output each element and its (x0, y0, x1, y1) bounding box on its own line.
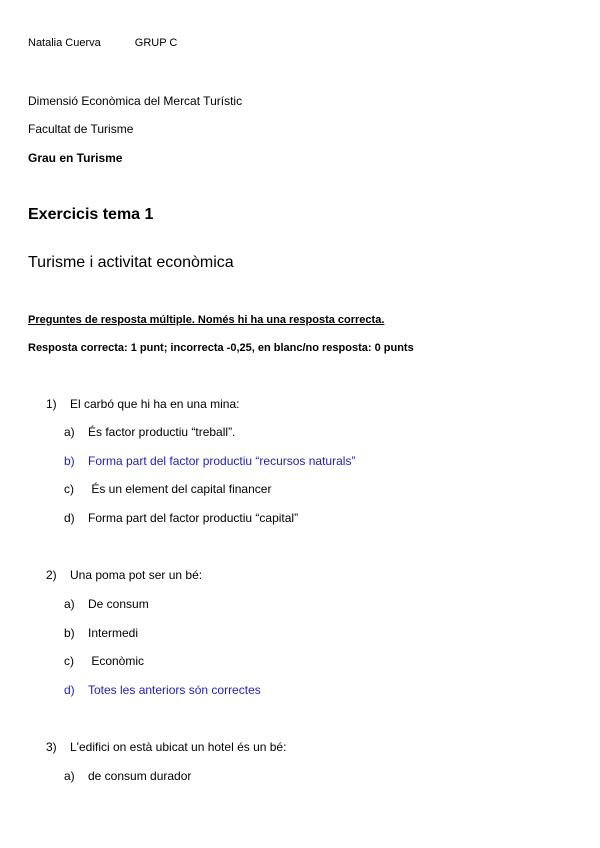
option-text: Econòmic (88, 654, 145, 668)
question-number: 2) (46, 568, 57, 582)
question-1-option-b-correct (64, 454, 355, 468)
question-1-option-a (64, 425, 235, 439)
option-letter: d) (64, 511, 75, 525)
option-text: Intermedi (88, 626, 139, 640)
scoring-rules: Resposta correcta: 1 punt; incorrecta -0,25, en blanc/no resposta: 0 punts (28, 342, 414, 354)
question-text: L'edifici on està ubicat un hotel és un bé: (70, 740, 287, 754)
question-3-option-a (64, 769, 191, 783)
option-letter: a) (64, 769, 75, 783)
author-name: Natalia Cuerva (28, 37, 101, 49)
question-2-option-b (64, 626, 138, 640)
exercise-subtitle: Turisme i activitat econòmica (28, 254, 234, 271)
option-text: de consum durador (88, 769, 192, 783)
option-letter: b) (64, 626, 75, 640)
option-text: Totes les anteriors són correctes (88, 683, 261, 697)
question-3 (46, 740, 286, 754)
option-text: És factor productiu “treball”. (88, 425, 236, 439)
option-letter: c) (64, 654, 74, 668)
course-subject: Dimensió Econòmica del Mercat Turístic (28, 94, 243, 108)
course-degree: Grau en Turisme (28, 151, 123, 165)
option-letter: c) (64, 482, 74, 496)
option-letter: a) (64, 597, 75, 611)
question-number: 1) (46, 397, 57, 411)
group-label: GRUP C (134, 37, 178, 49)
question-text: Una poma pot ser un bé: (70, 568, 203, 582)
question-number: 3) (46, 740, 57, 754)
option-text: Forma part del factor productiu “capital” (88, 511, 299, 525)
question-text: El carbó que hi ha en una mina: (70, 397, 240, 411)
question-2-option-d-correct (64, 683, 261, 697)
question-1-option-d (64, 511, 298, 525)
question-2-option-c (64, 654, 144, 668)
option-letter: b) (64, 454, 75, 468)
option-text: És un element del capital financer (88, 482, 272, 496)
option-text: Forma part del factor productiu “recursos naturals” (88, 454, 356, 468)
option-letter: d) (64, 683, 75, 697)
option-letter: a) (64, 425, 75, 439)
question-1 (46, 397, 239, 411)
option-text: De consum (88, 597, 149, 611)
course-faculty: Facultat de Turisme (28, 122, 134, 136)
exercise-title: Exercicis tema 1 (28, 206, 154, 223)
question-2-option-a (64, 597, 149, 611)
question-2 (46, 568, 202, 582)
author-line (28, 37, 177, 49)
instructions-heading: Preguntes de resposta múltiple. Només hi ha una resposta correcta. (28, 314, 385, 326)
question-1-option-c (64, 482, 271, 496)
